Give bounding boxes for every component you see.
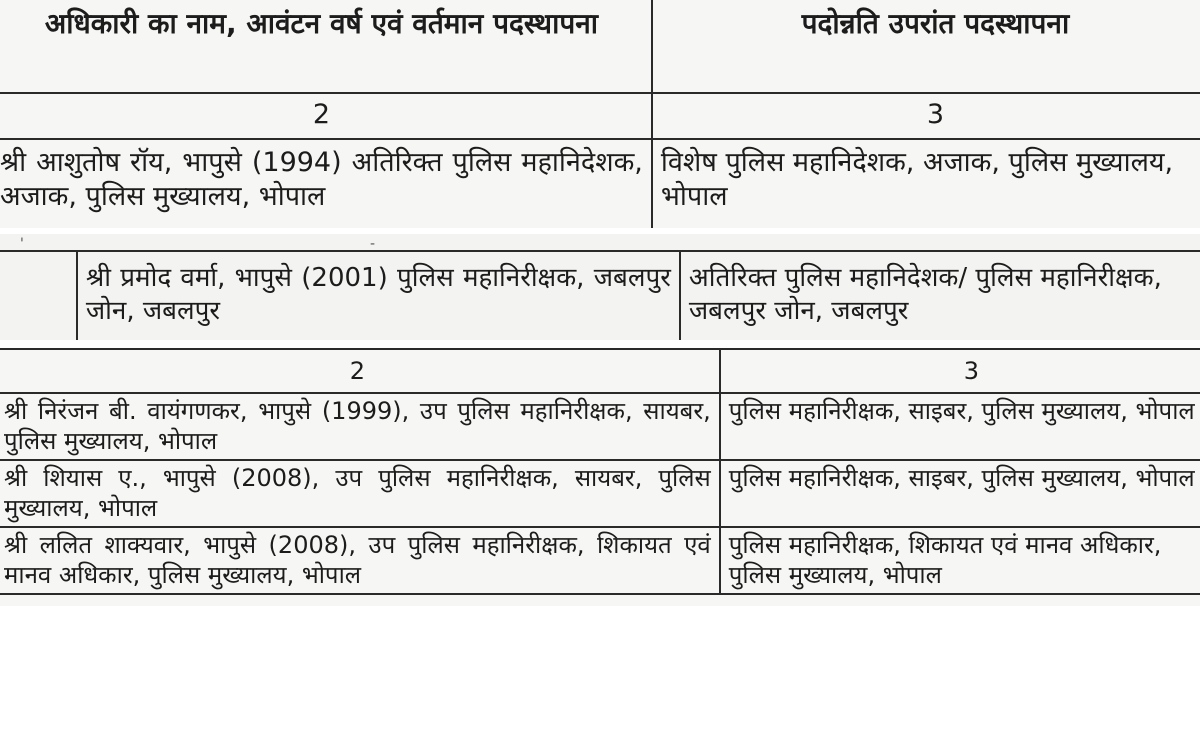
header-promoted-posting: पदोन्नति उपरांत पदस्थापना (652, 0, 1200, 93)
officer-promoted-posting: पुलिस महानिरीक्षक, साइबर, पुलिस मुख्यालय, भोपाल (720, 460, 1200, 527)
posting-table-1 (0, 0, 1200, 228)
table-row (0, 139, 1200, 228)
officer-promoted-posting: पुलिस महानिरीक्षक, शिकायत एवं मानव अधिकार, पुलिस मुख्यालय, भोपाल (720, 527, 1200, 594)
scan-mark: - (370, 236, 376, 252)
officer-current-posting: श्री शियास ए., भापुसे (2008), उप पुलिस महानिरीक्षक, सायबर, पुलिस मुख्यालय, भोपाल (0, 460, 720, 527)
column-number-row (0, 93, 1200, 139)
posting-table-2 (0, 250, 1200, 340)
officer-current-posting: श्री प्रमोद वर्मा, भापुसे (2001) पुलिस महानिरीक्षक, जबलपुर जोन, जबलपुर (77, 251, 680, 340)
officer-current-posting: श्री निरंजन बी. वायंगणकर, भापुसे (1999), उप पुलिस महानिरीक्षक, सायबर, पुलिस मुख्यालय, भोपाल (0, 393, 720, 460)
header-current-posting: अधिकारी का नाम, आवंटन वर्ष एवं वर्तमान पदस्थापना (0, 0, 652, 93)
officer-current-posting: श्री ललित शाक्यवार, भापुसे (2008), उप पुलिस महानिरीक्षक, शिकायत एवं मानव अधिकार, पुलिस मुख्यालय, भोपाल (0, 527, 720, 594)
officer-promoted-posting: पुलिस महानिरीक्षक, साइबर, पुलिस मुख्यालय, भोपाल (720, 393, 1200, 460)
officer-promoted-posting: अतिरिक्त पुलिस महानिदेशक/ पुलिस महानिरीक्षक, जबलपुर जोन, जबलपुर (680, 251, 1200, 340)
table-row (0, 251, 1200, 340)
serial-cell (0, 251, 77, 340)
document-clip-1 (0, 0, 1200, 228)
column-number-row (0, 349, 1200, 393)
document-clip-2 (0, 234, 1200, 340)
officer-promoted-posting: विशेष पुलिस महानिदेशक, अजाक, पुलिस मुख्यालय, भोपाल (652, 139, 1200, 228)
table-header-row (0, 0, 1200, 93)
table-row (0, 393, 1200, 460)
column-number-3: 3 (652, 93, 1200, 139)
column-number-2: 2 (0, 349, 720, 393)
table-row (0, 527, 1200, 594)
column-number-2: 2 (0, 93, 652, 139)
table-row (0, 460, 1200, 527)
scan-mark: ' (20, 236, 24, 252)
column-number-3: 3 (720, 349, 1200, 393)
officer-current-posting: श्री आशुतोष रॉय, भापुसे (1994) अतिरिक्त पुलिस महानिदेशक, अजाक, पुलिस मुख्यालय, भोपाल (0, 139, 652, 228)
document-clip-3 (0, 348, 1200, 606)
posting-table-3 (0, 348, 1200, 595)
